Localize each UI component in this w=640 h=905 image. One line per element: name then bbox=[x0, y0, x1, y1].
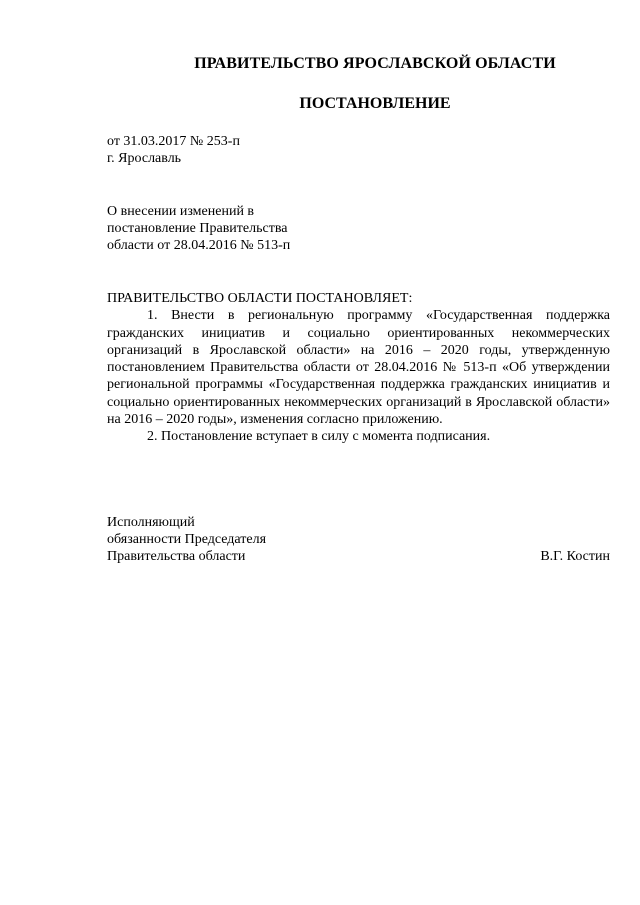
date-number: от 31.03.2017 № 253-п bbox=[107, 134, 240, 149]
subject-line: О внесении изменений в bbox=[107, 204, 255, 219]
signatory-title-line: обязанности Председателя bbox=[107, 532, 267, 547]
government-title: ПРАВИТЕЛЬСТВО ЯРОСЛАВСКОЙ ОБЛАСТИ bbox=[194, 55, 556, 72]
signatory-title-line: Исполняющий bbox=[107, 515, 195, 530]
document-subject bbox=[107, 203, 290, 254]
signatory-name: В.Г. Костин bbox=[540, 549, 610, 564]
document-type-heading: ПОСТАНОВЛЕНИЕ bbox=[299, 95, 451, 112]
document-meta bbox=[107, 133, 240, 167]
document-body bbox=[107, 290, 610, 446]
signature-block bbox=[107, 514, 610, 565]
resolution-lead: ПРАВИТЕЛЬСТВО ОБЛАСТИ ПОСТАНОВЛЯЕТ: bbox=[107, 291, 413, 306]
city: г. Ярославль bbox=[107, 151, 182, 166]
paragraph-1: 1. Внести в региональную программу «Государственная поддержка гражданских инициатив и социально ориентированных некоммерческих организаций в Ярославской области» на 2016 – 2020 годы, утвержденную постановлением Правительства области от 28.04.2016 № 513-п «Об утверждении региональной программы «Государственная поддержка гражданских инициатив и социально ориентированных некоммерческих организаций в Ярославской области» на 2016 – 2020 годы», изменения согласно приложению. bbox=[107, 308, 610, 428]
paragraph-2: 2. Постановление вступает в силу с момента подписания. bbox=[147, 429, 491, 445]
signatory-title-line: Правительства области bbox=[107, 549, 246, 564]
subject-line: области от 28.04.2016 № 513-п bbox=[107, 238, 291, 253]
subject-line: постановление Правительства bbox=[107, 221, 288, 236]
signature-row bbox=[107, 548, 610, 565]
